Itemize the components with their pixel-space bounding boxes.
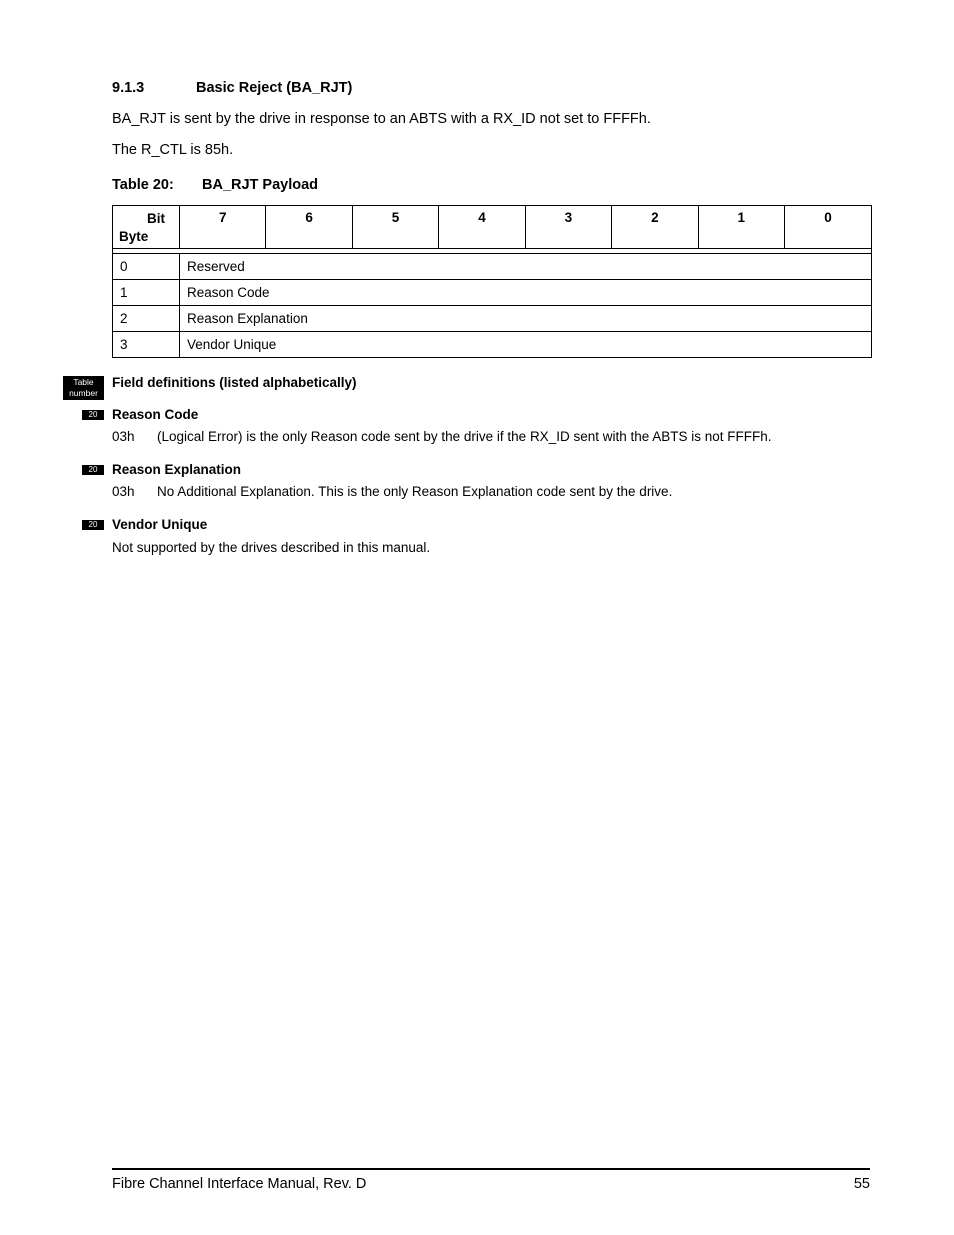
table-ref-badge: 20 bbox=[82, 410, 104, 420]
table-caption-title: BA_RJT Payload bbox=[202, 177, 319, 193]
tag-line-2: number bbox=[69, 387, 98, 398]
bit-header: 3 bbox=[525, 206, 611, 249]
table-ref-badge: 20 bbox=[82, 465, 104, 475]
field-cell: Reason Code bbox=[180, 280, 872, 306]
field-cell: Vendor Unique bbox=[180, 332, 872, 358]
byte-cell: 2 bbox=[113, 306, 180, 332]
field-definitions-heading: Field definitions (listed alphabetically) bbox=[112, 375, 357, 390]
corner-header bbox=[113, 206, 180, 249]
table-caption-number: Table 20: bbox=[112, 177, 174, 193]
bit-header: 5 bbox=[352, 206, 438, 249]
table-header-row bbox=[113, 206, 872, 249]
bit-header: 0 bbox=[784, 206, 871, 249]
tag-line-1: Table bbox=[73, 377, 94, 387]
bit-header: 2 bbox=[612, 206, 698, 249]
table-row bbox=[113, 332, 872, 358]
field-description: Not supported by the drives described in this manual. bbox=[112, 540, 431, 555]
byte-cell: 0 bbox=[113, 254, 180, 280]
field-cell: Reason Explanation bbox=[180, 306, 872, 332]
field-code: 03h bbox=[112, 429, 135, 444]
table-ref-badge: 20 bbox=[82, 520, 104, 530]
field-cell: Reserved bbox=[180, 254, 872, 280]
field-name-vendor-unique: Vendor Unique bbox=[112, 517, 208, 532]
byte-cell: 3 bbox=[113, 332, 180, 358]
section-title: Basic Reject (BA_RJT) bbox=[196, 80, 353, 96]
footer-manual-title: Fibre Channel Interface Manual, Rev. D bbox=[112, 1176, 367, 1192]
bit-header: 1 bbox=[698, 206, 784, 249]
paragraph-r-ctl: The R_CTL is 85h. bbox=[112, 142, 234, 158]
corner-byte-label: Byte bbox=[119, 229, 149, 244]
byte-cell: 1 bbox=[113, 280, 180, 306]
field-description: (Logical Error) is the only Reason code sent by the drive if the RX_ID sent with the ABTS is not FFFFh. bbox=[157, 429, 772, 444]
section-number: 9.1.3 bbox=[112, 80, 145, 96]
bit-header: 4 bbox=[439, 206, 525, 249]
ba-rjt-payload-table bbox=[112, 205, 872, 358]
table-row bbox=[113, 280, 872, 306]
bit-header: 6 bbox=[266, 206, 352, 249]
corner-bit-label: Bit bbox=[147, 211, 165, 226]
table-row bbox=[113, 306, 872, 332]
table-row bbox=[113, 254, 872, 280]
footer-page-number: 55 bbox=[853, 1176, 870, 1192]
paragraph-ba-rjt-description: BA_RJT is sent by the drive in response to an ABTS with a RX_ID not set to FFFFh. bbox=[112, 111, 651, 127]
field-code: 03h bbox=[112, 484, 135, 499]
field-name-reason-code: Reason Code bbox=[112, 407, 199, 422]
field-name-reason-explanation: Reason Explanation bbox=[112, 462, 242, 477]
table-number-tag bbox=[63, 376, 104, 400]
bit-header: 7 bbox=[180, 206, 266, 249]
footer-rule bbox=[112, 1168, 870, 1170]
field-description: No Additional Explanation. This is the only Reason Explanation code sent by the drive. bbox=[157, 484, 673, 499]
